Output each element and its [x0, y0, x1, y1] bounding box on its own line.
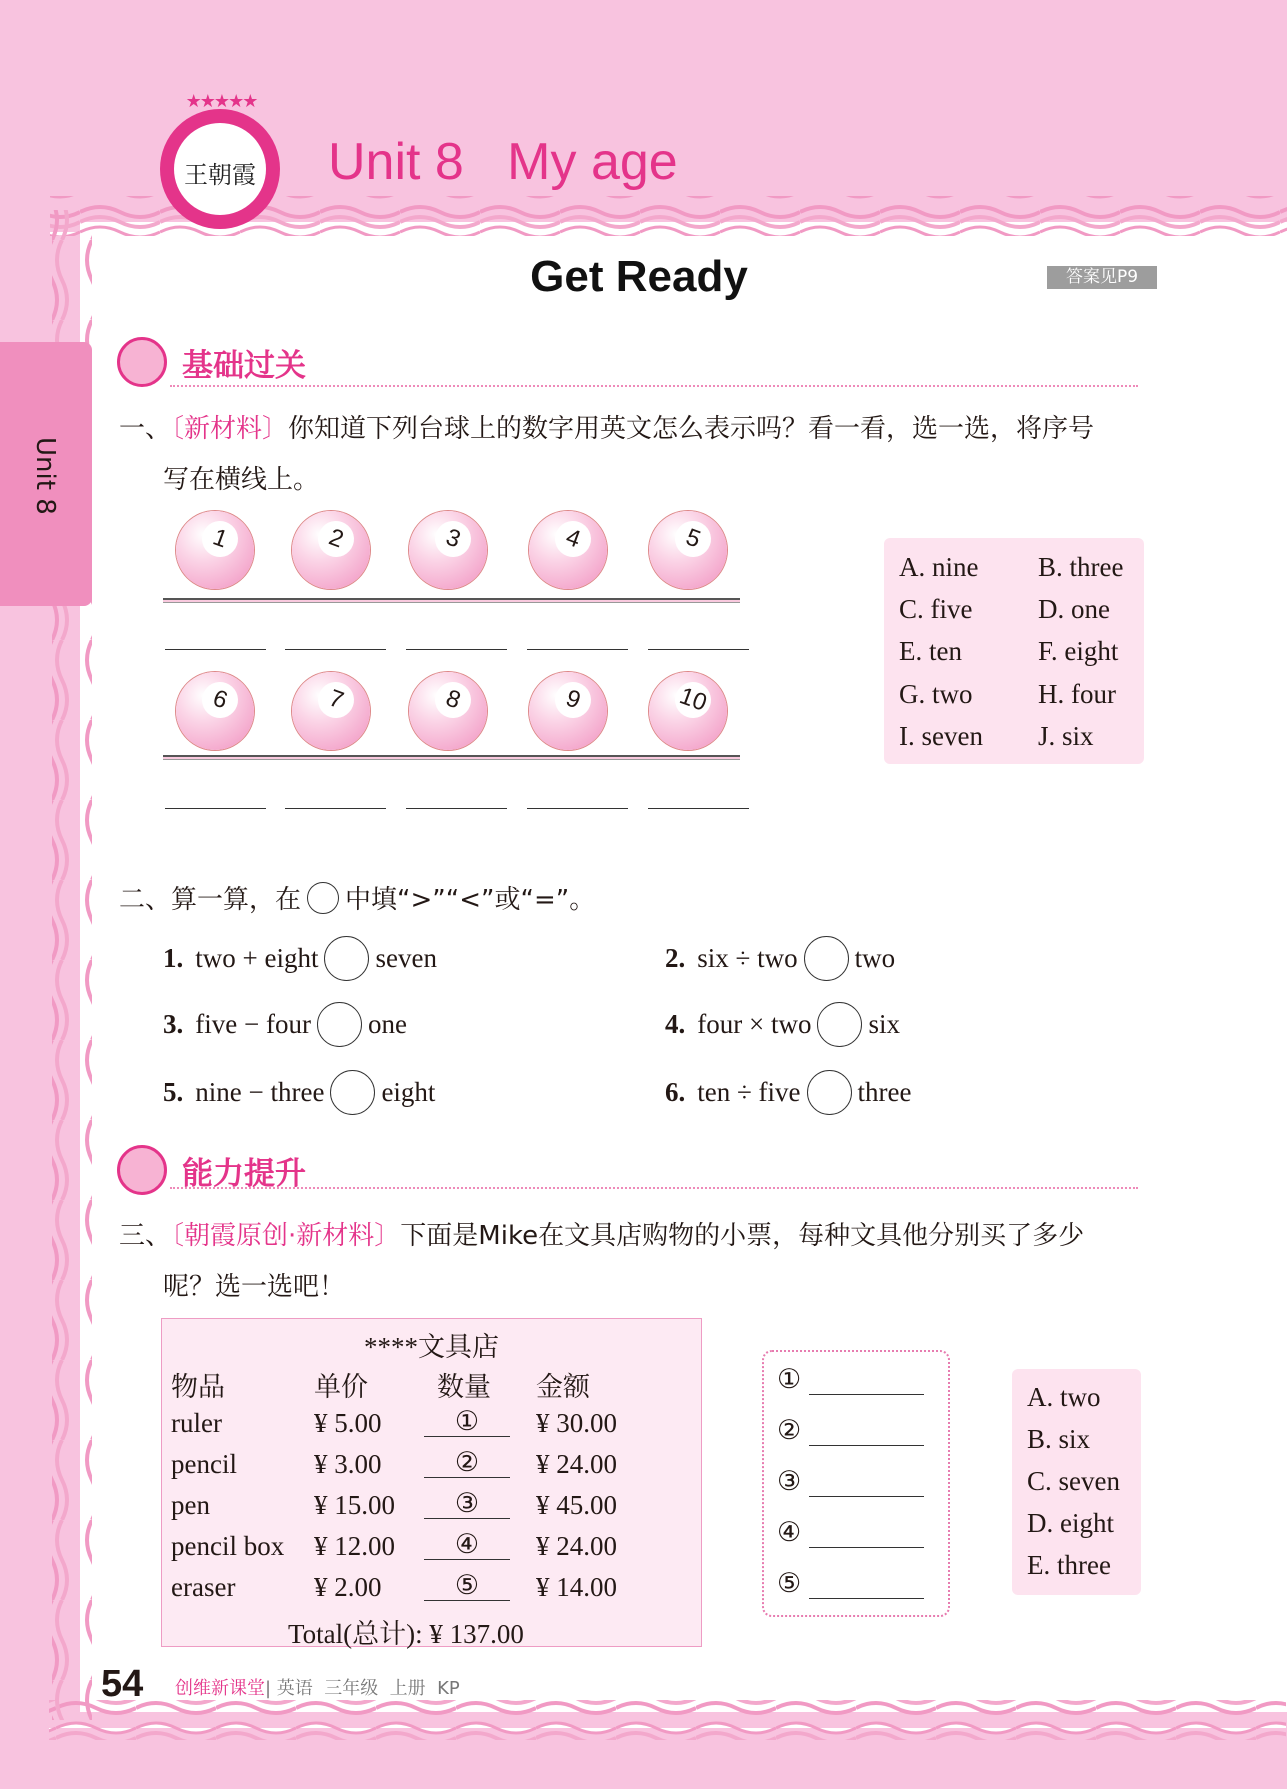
answer-blank-line[interactable]	[406, 649, 507, 650]
question-3-text: 三、〔朝霞原创·新材料〕下面是Mike在文具店购物的小票，每种文具他分别买了多少	[119, 1221, 1085, 1251]
right-expression: seven	[375, 943, 437, 973]
ball-number: 8	[430, 677, 476, 723]
left-expression: nine − three	[195, 1077, 325, 1107]
item-number: 4.	[665, 1009, 686, 1039]
ball-number: 3	[430, 516, 476, 562]
quantity-blank[interactable]: ④	[424, 1529, 510, 1560]
comparison-item	[163, 1002, 407, 1047]
billiard-ball	[409, 672, 487, 750]
answer-blank-line[interactable]	[285, 649, 386, 650]
option-item: A. nine	[899, 552, 979, 582]
ball-number: 4	[550, 516, 596, 562]
option-item: A. two	[1027, 1382, 1101, 1412]
question-2-text: 二、 算一算，在 中填“>”“<”或“=”。	[119, 879, 595, 916]
option-item: G. two	[899, 679, 973, 709]
ball-number: 5	[670, 516, 716, 562]
answer-blank-line[interactable]	[648, 649, 749, 650]
receipt-cell: pen	[171, 1490, 210, 1520]
left-expression: six ÷ two	[697, 943, 798, 973]
answer-circle[interactable]	[817, 1002, 862, 1047]
brand-logo: ★★★★★ 王朝霞	[160, 91, 282, 229]
ball-number: 10	[670, 677, 716, 723]
option-item: E. three	[1027, 1550, 1111, 1580]
option-item: D. one	[1038, 594, 1110, 624]
answer-label: ⑤	[777, 1568, 802, 1598]
answer-row	[777, 1364, 924, 1395]
page-title: Get Ready	[530, 252, 748, 301]
side-tab-label: Unit 8	[30, 437, 60, 515]
answer-blank-line[interactable]	[809, 1575, 924, 1599]
receipt-cell: ¥ 45.00	[536, 1490, 617, 1520]
item-number: 3.	[163, 1009, 184, 1039]
right-expression: eight	[381, 1077, 436, 1107]
left-expression: four × two	[697, 1009, 812, 1039]
section-divider	[170, 385, 1138, 387]
question-3-text-cont: 呢？选一选吧！	[163, 1272, 346, 1302]
answer-blank-line[interactable]	[809, 1422, 924, 1446]
answer-circle[interactable]	[330, 1070, 375, 1115]
receipt-total: Total(总计): ¥ 137.00	[288, 1619, 524, 1649]
answer-blank-line[interactable]	[809, 1524, 924, 1548]
receipt-header: 物品	[171, 1372, 225, 1402]
receipt-cell: ruler	[171, 1408, 222, 1438]
right-expression: three	[857, 1077, 912, 1107]
receipt-cell: eraser	[171, 1572, 236, 1602]
receipt-header: 单价	[314, 1372, 368, 1402]
section-title-advanced: 能力提升	[182, 1156, 306, 1192]
answer-row	[777, 1466, 924, 1497]
answer-row	[777, 1568, 924, 1599]
unit-side-tab	[0, 342, 92, 606]
receipt-cell: ¥ 5.00	[314, 1408, 382, 1438]
section-title-basic: 基础过关	[182, 348, 306, 384]
circle-symbol-icon	[307, 882, 339, 914]
option-item: H. four	[1038, 679, 1116, 709]
answer-blank-line[interactable]	[527, 808, 628, 809]
left-expression: ten ÷ five	[697, 1077, 801, 1107]
receipt-cell: ¥ 12.00	[314, 1531, 395, 1561]
ball-shelf	[163, 598, 740, 603]
billiard-ball	[292, 672, 370, 750]
option-item: E. ten	[899, 636, 962, 666]
option-item: B. six	[1027, 1424, 1091, 1454]
receipt-cell: ¥ 24.00	[536, 1531, 617, 1561]
option-item: C. five	[899, 594, 973, 624]
answer-blank-line[interactable]	[165, 808, 266, 809]
receipt-cell: ¥ 14.00	[536, 1572, 617, 1602]
answer-label: ③	[777, 1466, 802, 1496]
page-number: 54	[101, 1663, 144, 1705]
answer-circle[interactable]	[804, 936, 849, 981]
answer-row	[777, 1517, 924, 1548]
receipt-header: 数量	[437, 1372, 491, 1402]
answer-reference-badge: 答案见P9	[1047, 266, 1157, 289]
answer-label: ①	[777, 1364, 802, 1394]
left-expression: two + eight	[195, 943, 319, 973]
option-item: C. seven	[1027, 1466, 1120, 1496]
option-item: B. three	[1038, 552, 1124, 582]
receipt-cell: ¥ 2.00	[314, 1572, 382, 1602]
receipt-cell: ¥ 3.00	[314, 1449, 382, 1479]
question-1-text-cont: 写在横线上。	[163, 465, 320, 495]
unit-title: Unit 8 My age	[328, 133, 678, 191]
question-1-text: 一、〔新材料〕你知道下列台球上的数字用英文怎么表示吗？看一看，选一选，将序号	[119, 414, 1095, 444]
billiard-ball	[176, 672, 254, 750]
answer-label: ④	[777, 1517, 802, 1547]
answer-blank-line[interactable]	[165, 649, 266, 650]
billiard-ball	[176, 511, 254, 589]
ball-shelf	[163, 755, 740, 760]
ball-number: 6	[197, 677, 243, 723]
receipt-cell: ¥ 30.00	[536, 1408, 617, 1438]
cartoon-face-icon	[117, 1145, 167, 1195]
receipt-store-name: ****文具店	[364, 1332, 499, 1362]
receipt-cell: ¥ 24.00	[536, 1449, 617, 1479]
receipt-header: 金额	[536, 1372, 590, 1402]
right-expression: one	[367, 1009, 407, 1039]
quantity-blank[interactable]: ①	[424, 1406, 510, 1437]
answer-circle[interactable]	[807, 1070, 852, 1115]
option-item: F. eight	[1038, 636, 1119, 666]
answer-label: ②	[777, 1415, 802, 1445]
comparison-item	[163, 936, 437, 981]
answer-blank-line[interactable]	[527, 649, 628, 650]
answer-blank-line[interactable]	[648, 808, 749, 809]
answer-blank-line[interactable]	[809, 1473, 924, 1497]
answer-blank-line[interactable]	[285, 808, 386, 809]
billiard-ball	[409, 511, 487, 589]
option-item: I. seven	[899, 721, 983, 751]
ball-number: 1	[197, 516, 243, 562]
answer-circle[interactable]	[324, 936, 369, 981]
option-item: D. eight	[1027, 1508, 1114, 1538]
ball-number: 2	[313, 516, 359, 562]
quantity-blank[interactable]: ③	[424, 1488, 510, 1519]
billiard-ball	[529, 672, 607, 750]
billiard-ball	[529, 511, 607, 589]
left-expression: five − four	[195, 1009, 311, 1039]
answer-row	[777, 1415, 924, 1446]
quantity-blank[interactable]: ②	[424, 1447, 510, 1478]
billiard-ball	[292, 511, 370, 589]
receipt-cell: ¥ 15.00	[314, 1490, 395, 1520]
item-number: 2.	[665, 943, 686, 973]
comparison-item	[665, 1002, 900, 1047]
receipt-cell: pencil	[171, 1449, 237, 1479]
right-expression: two	[854, 943, 896, 973]
item-number: 6.	[665, 1077, 686, 1107]
answer-circle[interactable]	[317, 1002, 362, 1047]
item-number: 5.	[163, 1077, 184, 1107]
section-divider	[170, 1187, 1138, 1189]
item-number: 1.	[163, 943, 184, 973]
comparison-item	[665, 936, 895, 981]
cartoon-face-icon	[117, 337, 167, 387]
shopping-receipt	[161, 1318, 702, 1647]
right-expression: six	[868, 1009, 900, 1039]
billiard-ball	[649, 511, 727, 589]
footer-info: 创维新课堂| 英语 三年级 上册 KP	[175, 1678, 460, 1699]
receipt-cell: pencil box	[171, 1531, 285, 1561]
ball-number: 7	[313, 677, 359, 723]
billiard-ball	[649, 672, 727, 750]
comparison-item	[163, 1070, 435, 1115]
ball-number: 9	[550, 677, 596, 723]
quantity-blank[interactable]: ⑤	[424, 1570, 510, 1601]
comparison-item	[665, 1070, 912, 1115]
option-item: J. six	[1038, 721, 1094, 751]
answer-blank-line[interactable]	[406, 808, 507, 809]
answer-blank-line[interactable]	[809, 1371, 924, 1395]
